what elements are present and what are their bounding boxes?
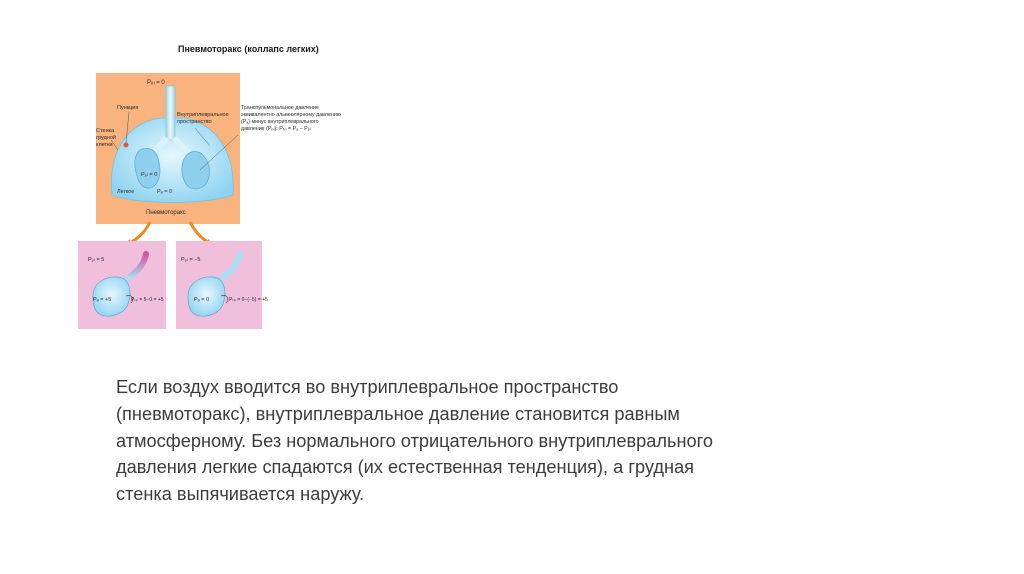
- caption-line: Если воздух вводится во внутриплевральное пространство: [116, 377, 619, 397]
- puncture-marker: [124, 143, 129, 148]
- label-p-a: Pₐ = 0: [157, 189, 173, 195]
- left-label-p-pl: Pₚₗ = 5: [88, 257, 105, 263]
- label-chest-wall-1: Стенка: [96, 128, 115, 134]
- caption-line: стенка выпячивается наружу.: [116, 484, 365, 505]
- label-lung: Легкое: [117, 189, 135, 195]
- label-chest-wall-2: грудной: [96, 135, 116, 141]
- right-label-p-tp: Pₜₚ = 0−(−5) = +5: [229, 297, 268, 303]
- left-label-p-a: Pₐ = +5: [93, 297, 112, 303]
- label-p-pl-lung: Pₚₗ = 0: [141, 172, 158, 178]
- figure-title: Пневмоторакс (коллапс легких): [178, 44, 319, 54]
- caption-line: (пневмоторакс), внутриплевральное давление становится равным: [116, 403, 680, 424]
- right-label-p-a: Pₐ = 0: [194, 297, 210, 303]
- left-label-p-tp: Pₜₚ = 5−0 = +5: [131, 297, 164, 303]
- label-p-pl-top: Pₚₗ = 0: [147, 80, 165, 86]
- transpulmonary-note-3: (Pₐ) минус внутриплеврального: [241, 119, 319, 125]
- caption-line: атмосферному. Без нормального отрицательного внутриплеврального: [116, 430, 713, 451]
- caption-text: [116, 374, 876, 508]
- caption-line: давления легкие спадаются (их естественная тенденция), а грудная: [116, 457, 694, 478]
- trachea: [166, 86, 175, 140]
- transpulmonary-note-4: давление (Pₚₗ): Pₜₚ = Pₐ − Pₚₗ: [241, 126, 311, 132]
- label-puncture: Пункция: [117, 105, 139, 111]
- transpulmonary-note-2: эквивалентно альвеолярному давлению: [241, 112, 341, 118]
- transpulmonary-note-1: Транспульмональное давление: [241, 105, 319, 111]
- label-chest-wall-3: клетки: [96, 142, 113, 148]
- label-intrapleural-2: пространство: [177, 119, 212, 125]
- label-pneumothorax: Пневмоторакс: [146, 210, 186, 216]
- label-intrapleural-1: Внутриплевральное: [177, 112, 229, 118]
- right-label-p-pl: Pₚₗ = −5: [181, 257, 201, 263]
